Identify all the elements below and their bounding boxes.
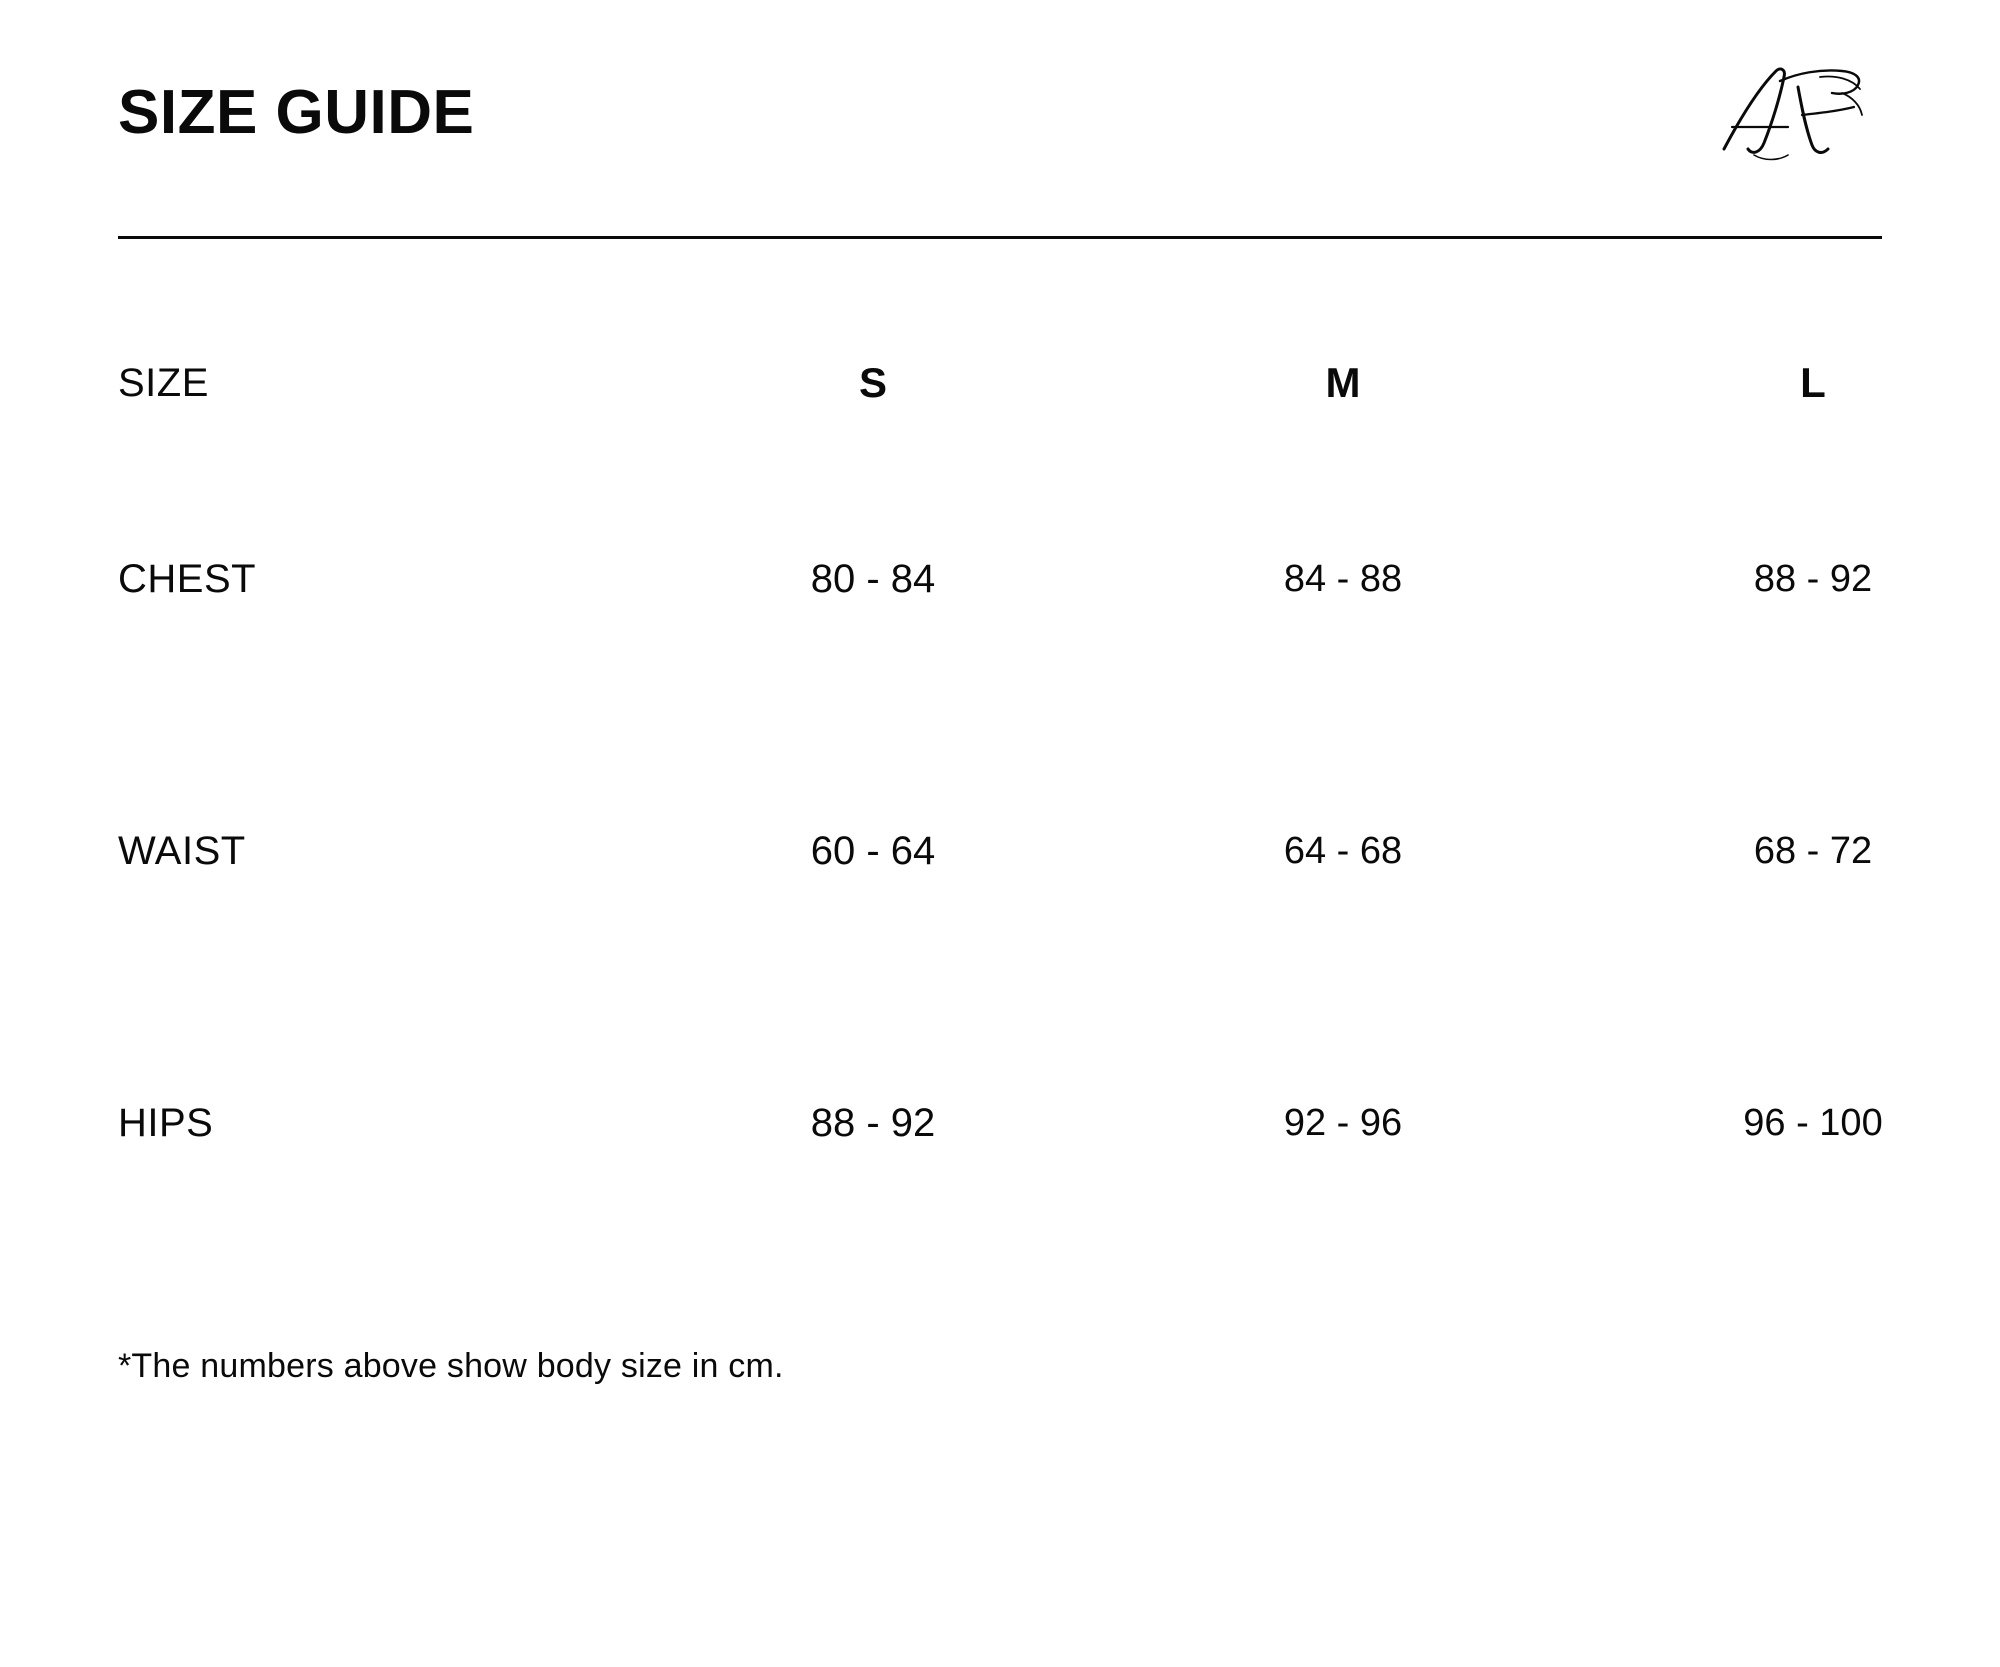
- table-row: [118, 443, 1882, 715]
- size-table: [118, 323, 1882, 1259]
- cell-waist-l: 68 - 72: [1753, 829, 1873, 872]
- column-header-s: S: [858, 359, 887, 406]
- cell-hips-l: 96 - 100: [1743, 1101, 1883, 1144]
- header-divider: [118, 236, 1882, 239]
- cell-hips-s: 88 - 92: [810, 1100, 936, 1145]
- cell-waist-m: 64 - 68: [1283, 829, 1403, 872]
- table-row: [118, 715, 1882, 987]
- cell-hips-m: 92 - 96: [1283, 1101, 1403, 1144]
- page-title: SIZE GUIDE: [118, 78, 475, 147]
- table-row: [118, 987, 1882, 1259]
- cell-chest-m: 84 - 88: [1283, 557, 1403, 600]
- page-header: [118, 0, 1882, 200]
- row-label-chest: CHEST: [118, 556, 257, 601]
- row-label-waist: WAIST: [118, 828, 246, 873]
- brand-monogram-icon: [1702, 57, 1882, 167]
- row-label-hips: HIPS: [118, 1100, 214, 1145]
- cell-waist-s: 60 - 64: [810, 828, 936, 873]
- column-header-m: M: [1325, 359, 1361, 406]
- table-header-row: [118, 323, 1882, 443]
- footnote: *The numbers above show body size in cm.: [118, 1347, 784, 1385]
- cell-chest-s: 80 - 84: [810, 556, 936, 601]
- column-header-l: L: [1800, 359, 1826, 406]
- cell-chest-l: 88 - 92: [1753, 557, 1873, 600]
- column-header-size: SIZE: [118, 360, 209, 405]
